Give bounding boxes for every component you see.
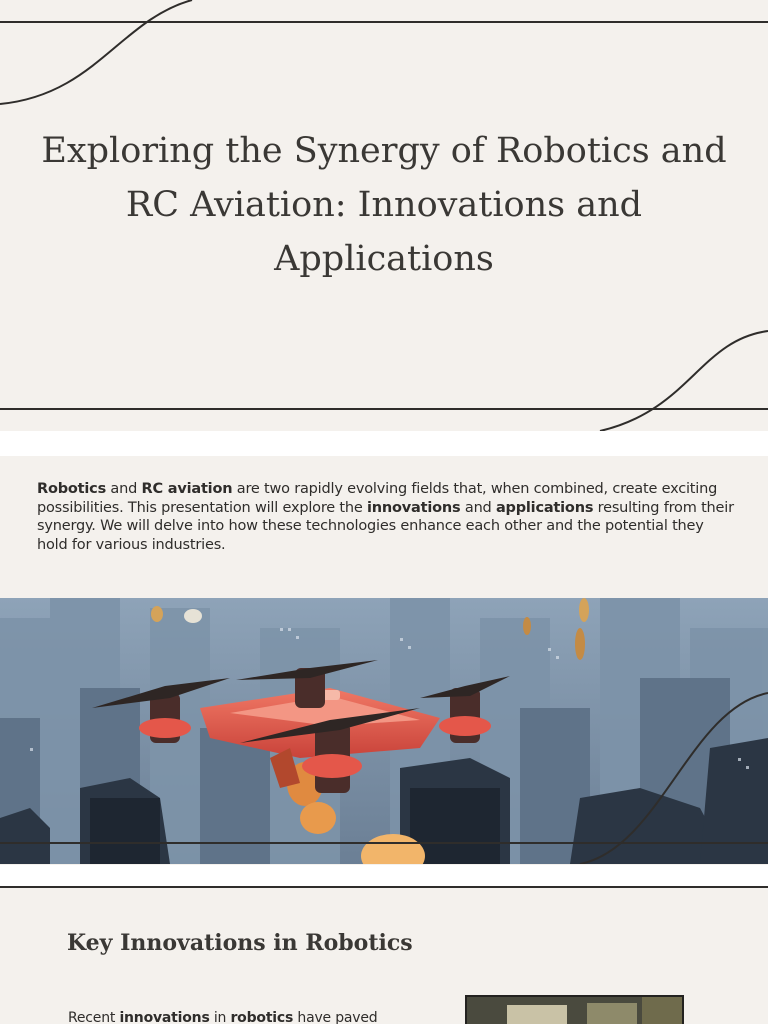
top-left-curve bbox=[0, 0, 192, 104]
intro-text: and bbox=[106, 481, 142, 497]
page-title: Exploring the Synergy of Robotics and RC Aviation: Innovations and Applications bbox=[41, 131, 727, 279]
section-body bbox=[68, 1009, 398, 1024]
body-text: in bbox=[209, 1010, 231, 1024]
intro-term: innovations bbox=[367, 499, 461, 516]
top-rule bbox=[0, 886, 768, 888]
room-photo-thumbnail bbox=[465, 995, 684, 1024]
body-text: Recent bbox=[68, 1010, 120, 1024]
slide-separator bbox=[0, 865, 768, 886]
intro-text: are two rapidly evolving fields that, when combined, create exciting possibilities. This presentation will explore the bbox=[37, 481, 718, 516]
slide-separator bbox=[0, 431, 768, 456]
room-photo-image bbox=[467, 997, 682, 1024]
body-term: robotics bbox=[230, 1010, 294, 1024]
intro-term: Robotics bbox=[37, 481, 106, 497]
intro-term: RC aviation bbox=[141, 481, 233, 497]
intro-paragraph bbox=[37, 480, 737, 554]
intro-text: and bbox=[460, 499, 496, 516]
intro-text: resulting from their synergy. We will delve into how these technologies enhance each other and the potential they hold for various industries. bbox=[37, 499, 734, 553]
intro-slide bbox=[0, 456, 768, 865]
intro-term: applications bbox=[495, 499, 594, 516]
drone-city-illustration bbox=[0, 598, 768, 864]
body-text: have paved bbox=[293, 1010, 378, 1024]
section-heading: Key Innovations in Robotics bbox=[67, 930, 413, 956]
title-slide bbox=[0, 0, 768, 431]
bottom-right-curve bbox=[600, 331, 768, 431]
innovations-slide bbox=[0, 886, 768, 1024]
body-term: innovations bbox=[119, 1010, 210, 1024]
